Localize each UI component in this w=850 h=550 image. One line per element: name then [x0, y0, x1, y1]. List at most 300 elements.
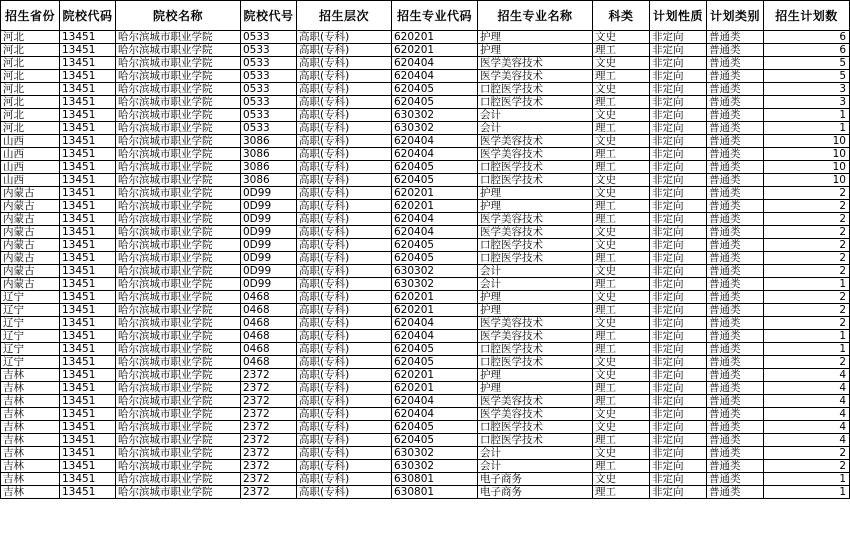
cell-plan-count: 1 [764, 343, 850, 356]
cell-school-id: 0533 [241, 122, 297, 135]
table-row [1, 226, 850, 239]
cell-plan-nature: 非定向 [650, 369, 707, 382]
cell-school-id: 2372 [241, 369, 297, 382]
table-row [1, 473, 850, 486]
cell-plan-type: 普通类 [707, 408, 764, 421]
cell-level: 高职(专科) [297, 356, 392, 369]
cell-level: 高职(专科) [297, 161, 392, 174]
cell-school-id: 0533 [241, 96, 297, 109]
cell-school-id: 2372 [241, 395, 297, 408]
cell-major-code: 620201 [392, 31, 478, 44]
cell-major-code: 620405 [392, 83, 478, 96]
cell-category: 文史 [593, 421, 650, 434]
table-row [1, 109, 850, 122]
col-header-major-code: 招生专业代码 [392, 1, 478, 31]
cell-plan-type: 普通类 [707, 395, 764, 408]
cell-plan-type: 普通类 [707, 109, 764, 122]
table-row [1, 343, 850, 356]
cell-major-name: 护理 [478, 200, 593, 213]
cell-category: 理工 [593, 122, 650, 135]
cell-plan-nature: 非定向 [650, 265, 707, 278]
cell-plan-count: 4 [764, 408, 850, 421]
cell-school-name: 哈尔滨城市职业学院 [116, 135, 241, 148]
cell-category: 文史 [593, 291, 650, 304]
cell-school-id: 0533 [241, 31, 297, 44]
cell-category: 理工 [593, 161, 650, 174]
cell-school-id: 0468 [241, 330, 297, 343]
cell-major-name: 会计 [478, 122, 593, 135]
cell-school-code: 13451 [60, 421, 116, 434]
cell-school-id: 0533 [241, 83, 297, 96]
cell-plan-count: 2 [764, 213, 850, 226]
cell-school-code: 13451 [60, 57, 116, 70]
cell-plan-count: 10 [764, 148, 850, 161]
cell-province: 吉林 [1, 369, 60, 382]
cell-plan-count: 4 [764, 395, 850, 408]
cell-school-code: 13451 [60, 122, 116, 135]
cell-school-code: 13451 [60, 187, 116, 200]
cell-plan-type: 普通类 [707, 460, 764, 473]
cell-category: 文史 [593, 239, 650, 252]
cell-category: 文史 [593, 187, 650, 200]
cell-major-code: 620405 [392, 252, 478, 265]
cell-school-name: 哈尔滨城市职业学院 [116, 486, 241, 499]
cell-school-name: 哈尔滨城市职业学院 [116, 356, 241, 369]
cell-school-name: 哈尔滨城市职业学院 [116, 83, 241, 96]
cell-category: 文史 [593, 83, 650, 96]
cell-major-name: 护理 [478, 31, 593, 44]
cell-plan-count: 6 [764, 31, 850, 44]
cell-major-code: 620404 [392, 317, 478, 330]
cell-province: 吉林 [1, 447, 60, 460]
cell-school-code: 13451 [60, 83, 116, 96]
cell-plan-type: 普通类 [707, 70, 764, 83]
cell-major-name: 电子商务 [478, 486, 593, 499]
cell-plan-nature: 非定向 [650, 317, 707, 330]
cell-school-name: 哈尔滨城市职业学院 [116, 369, 241, 382]
cell-plan-nature: 非定向 [650, 239, 707, 252]
cell-school-id: 0468 [241, 343, 297, 356]
cell-plan-type: 普通类 [707, 252, 764, 265]
cell-province: 内蒙古 [1, 200, 60, 213]
cell-school-name: 哈尔滨城市职业学院 [116, 278, 241, 291]
cell-province: 河北 [1, 70, 60, 83]
cell-school-name: 哈尔滨城市职业学院 [116, 343, 241, 356]
col-header-level: 招生层次 [297, 1, 392, 31]
cell-school-id: 0D99 [241, 265, 297, 278]
col-header-plan-count: 招生计划数 [764, 1, 850, 31]
cell-level: 高职(专科) [297, 447, 392, 460]
cell-plan-count: 2 [764, 226, 850, 239]
cell-school-name: 哈尔滨城市职业学院 [116, 31, 241, 44]
cell-category: 理工 [593, 96, 650, 109]
cell-school-code: 13451 [60, 200, 116, 213]
cell-major-code: 630302 [392, 122, 478, 135]
cell-major-code: 630801 [392, 473, 478, 486]
cell-plan-type: 普通类 [707, 356, 764, 369]
cell-province: 河北 [1, 31, 60, 44]
cell-major-code: 630302 [392, 460, 478, 473]
cell-school-id: 0468 [241, 304, 297, 317]
cell-plan-count: 1 [764, 473, 850, 486]
cell-school-code: 13451 [60, 135, 116, 148]
cell-plan-count: 2 [764, 200, 850, 213]
cell-school-name: 哈尔滨城市职业学院 [116, 265, 241, 278]
cell-school-name: 哈尔滨城市职业学院 [116, 226, 241, 239]
cell-school-id: 0D99 [241, 213, 297, 226]
cell-category: 理工 [593, 252, 650, 265]
cell-level: 高职(专科) [297, 343, 392, 356]
cell-major-code: 620201 [392, 369, 478, 382]
cell-major-code: 620404 [392, 395, 478, 408]
cell-major-code: 620404 [392, 57, 478, 70]
cell-plan-count: 4 [764, 434, 850, 447]
cell-level: 高职(专科) [297, 83, 392, 96]
cell-plan-count: 2 [764, 460, 850, 473]
cell-level: 高职(专科) [297, 57, 392, 70]
cell-plan-type: 普通类 [707, 148, 764, 161]
cell-province: 内蒙古 [1, 187, 60, 200]
cell-category: 文史 [593, 265, 650, 278]
cell-school-code: 13451 [60, 291, 116, 304]
table-row [1, 200, 850, 213]
cell-plan-type: 普通类 [707, 44, 764, 57]
cell-plan-type: 普通类 [707, 317, 764, 330]
table-row [1, 382, 850, 395]
cell-school-id: 2372 [241, 408, 297, 421]
cell-major-name: 口腔医学技术 [478, 83, 593, 96]
cell-school-id: 3086 [241, 174, 297, 187]
cell-plan-type: 普通类 [707, 343, 764, 356]
table-row [1, 161, 850, 174]
table-row [1, 265, 850, 278]
cell-category: 理工 [593, 200, 650, 213]
cell-school-id: 2372 [241, 486, 297, 499]
cell-plan-nature: 非定向 [650, 395, 707, 408]
cell-major-name: 会计 [478, 447, 593, 460]
cell-plan-type: 普通类 [707, 226, 764, 239]
cell-level: 高职(专科) [297, 148, 392, 161]
cell-category: 文史 [593, 473, 650, 486]
cell-school-name: 哈尔滨城市职业学院 [116, 161, 241, 174]
cell-major-code: 620404 [392, 213, 478, 226]
cell-plan-type: 普通类 [707, 473, 764, 486]
cell-school-id: 0468 [241, 291, 297, 304]
cell-category: 文史 [593, 174, 650, 187]
cell-school-name: 哈尔滨城市职业学院 [116, 421, 241, 434]
cell-level: 高职(专科) [297, 31, 392, 44]
cell-level: 高职(专科) [297, 473, 392, 486]
table-row [1, 421, 850, 434]
cell-school-id: 0D99 [241, 200, 297, 213]
table-row [1, 278, 850, 291]
cell-plan-count: 2 [764, 265, 850, 278]
cell-plan-nature: 非定向 [650, 382, 707, 395]
cell-school-id: 2372 [241, 434, 297, 447]
cell-school-name: 哈尔滨城市职业学院 [116, 382, 241, 395]
cell-plan-nature: 非定向 [650, 44, 707, 57]
cell-province: 辽宁 [1, 343, 60, 356]
col-header-school-id: 院校代号 [241, 1, 297, 31]
cell-plan-nature: 非定向 [650, 278, 707, 291]
cell-school-code: 13451 [60, 447, 116, 460]
table-row [1, 57, 850, 70]
cell-level: 高职(专科) [297, 278, 392, 291]
cell-major-code: 620201 [392, 382, 478, 395]
cell-category: 理工 [593, 382, 650, 395]
cell-major-name: 护理 [478, 304, 593, 317]
cell-province: 山西 [1, 148, 60, 161]
cell-level: 高职(专科) [297, 135, 392, 148]
cell-school-code: 13451 [60, 369, 116, 382]
cell-level: 高职(专科) [297, 109, 392, 122]
cell-major-code: 630801 [392, 486, 478, 499]
cell-province: 内蒙古 [1, 226, 60, 239]
table-row [1, 408, 850, 421]
cell-plan-nature: 非定向 [650, 174, 707, 187]
cell-plan-type: 普通类 [707, 187, 764, 200]
cell-major-name: 医学美容技术 [478, 317, 593, 330]
cell-school-id: 0533 [241, 44, 297, 57]
cell-level: 高职(专科) [297, 239, 392, 252]
cell-plan-type: 普通类 [707, 434, 764, 447]
cell-plan-count: 2 [764, 356, 850, 369]
cell-plan-count: 6 [764, 44, 850, 57]
cell-plan-type: 普通类 [707, 265, 764, 278]
cell-plan-count: 2 [764, 187, 850, 200]
cell-plan-type: 普通类 [707, 486, 764, 499]
cell-level: 高职(专科) [297, 174, 392, 187]
cell-school-name: 哈尔滨城市职业学院 [116, 473, 241, 486]
cell-category: 理工 [593, 44, 650, 57]
cell-plan-type: 普通类 [707, 122, 764, 135]
header-row [1, 1, 850, 31]
cell-school-code: 13451 [60, 304, 116, 317]
table-row [1, 70, 850, 83]
cell-school-code: 13451 [60, 174, 116, 187]
cell-plan-count: 1 [764, 278, 850, 291]
cell-school-name: 哈尔滨城市职业学院 [116, 44, 241, 57]
cell-school-name: 哈尔滨城市职业学院 [116, 304, 241, 317]
cell-school-name: 哈尔滨城市职业学院 [116, 317, 241, 330]
cell-plan-nature: 非定向 [650, 109, 707, 122]
cell-category: 理工 [593, 395, 650, 408]
cell-plan-count: 4 [764, 421, 850, 434]
cell-level: 高职(专科) [297, 122, 392, 135]
cell-plan-count: 2 [764, 304, 850, 317]
cell-plan-type: 普通类 [707, 330, 764, 343]
cell-school-name: 哈尔滨城市职业学院 [116, 239, 241, 252]
cell-school-code: 13451 [60, 460, 116, 473]
cell-major-name: 医学美容技术 [478, 70, 593, 83]
col-header-school-code: 院校代码 [60, 1, 116, 31]
cell-plan-nature: 非定向 [650, 161, 707, 174]
cell-province: 辽宁 [1, 317, 60, 330]
cell-school-id: 0D99 [241, 239, 297, 252]
cell-plan-type: 普通类 [707, 291, 764, 304]
cell-school-name: 哈尔滨城市职业学院 [116, 174, 241, 187]
cell-province: 吉林 [1, 408, 60, 421]
table-row [1, 187, 850, 200]
cell-province: 吉林 [1, 434, 60, 447]
cell-school-id: 3086 [241, 148, 297, 161]
cell-plan-count: 1 [764, 122, 850, 135]
cell-level: 高职(专科) [297, 96, 392, 109]
col-header-school-name: 院校名称 [116, 1, 241, 31]
cell-school-name: 哈尔滨城市职业学院 [116, 252, 241, 265]
cell-plan-nature: 非定向 [650, 148, 707, 161]
cell-plan-type: 普通类 [707, 31, 764, 44]
cell-province: 河北 [1, 109, 60, 122]
cell-school-name: 哈尔滨城市职业学院 [116, 291, 241, 304]
cell-school-code: 13451 [60, 109, 116, 122]
cell-school-code: 13451 [60, 161, 116, 174]
cell-school-id: 0468 [241, 356, 297, 369]
cell-category: 文史 [593, 369, 650, 382]
cell-plan-count: 10 [764, 135, 850, 148]
cell-category: 文史 [593, 135, 650, 148]
cell-major-code: 620405 [392, 356, 478, 369]
cell-plan-type: 普通类 [707, 304, 764, 317]
table-row [1, 304, 850, 317]
table-row [1, 317, 850, 330]
cell-province: 河北 [1, 57, 60, 70]
cell-major-code: 620201 [392, 187, 478, 200]
cell-plan-count: 2 [764, 317, 850, 330]
cell-plan-type: 普通类 [707, 200, 764, 213]
cell-major-name: 会计 [478, 278, 593, 291]
cell-school-name: 哈尔滨城市职业学院 [116, 330, 241, 343]
table-row [1, 395, 850, 408]
cell-major-name: 口腔医学技术 [478, 174, 593, 187]
cell-plan-type: 普通类 [707, 213, 764, 226]
cell-school-name: 哈尔滨城市职业学院 [116, 148, 241, 161]
cell-plan-nature: 非定向 [650, 200, 707, 213]
cell-plan-count: 2 [764, 239, 850, 252]
cell-major-code: 620404 [392, 330, 478, 343]
table-row [1, 239, 850, 252]
cell-major-code: 620405 [392, 239, 478, 252]
table-row [1, 135, 850, 148]
cell-level: 高职(专科) [297, 291, 392, 304]
cell-major-code: 620201 [392, 200, 478, 213]
cell-school-name: 哈尔滨城市职业学院 [116, 122, 241, 135]
cell-plan-nature: 非定向 [650, 460, 707, 473]
cell-category: 文史 [593, 31, 650, 44]
cell-school-name: 哈尔滨城市职业学院 [116, 70, 241, 83]
cell-school-code: 13451 [60, 278, 116, 291]
cell-province: 吉林 [1, 421, 60, 434]
cell-level: 高职(专科) [297, 265, 392, 278]
cell-plan-nature: 非定向 [650, 408, 707, 421]
cell-school-code: 13451 [60, 343, 116, 356]
cell-school-id: 2372 [241, 473, 297, 486]
cell-plan-type: 普通类 [707, 447, 764, 460]
cell-plan-nature: 非定向 [650, 421, 707, 434]
cell-school-name: 哈尔滨城市职业学院 [116, 96, 241, 109]
cell-major-code: 620405 [392, 96, 478, 109]
col-header-province: 招生省份 [1, 1, 60, 31]
cell-major-code: 620201 [392, 304, 478, 317]
cell-school-name: 哈尔滨城市职业学院 [116, 187, 241, 200]
cell-category: 理工 [593, 70, 650, 83]
cell-category: 文史 [593, 447, 650, 460]
table-row [1, 486, 850, 499]
cell-plan-nature: 非定向 [650, 96, 707, 109]
cell-school-name: 哈尔滨城市职业学院 [116, 408, 241, 421]
cell-major-code: 620201 [392, 291, 478, 304]
table-row [1, 434, 850, 447]
cell-plan-count: 1 [764, 330, 850, 343]
cell-school-id: 2372 [241, 460, 297, 473]
cell-major-code: 620404 [392, 408, 478, 421]
cell-level: 高职(专科) [297, 304, 392, 317]
cell-plan-count: 4 [764, 369, 850, 382]
cell-school-code: 13451 [60, 395, 116, 408]
cell-plan-count: 2 [764, 252, 850, 265]
cell-level: 高职(专科) [297, 369, 392, 382]
cell-school-code: 13451 [60, 473, 116, 486]
cell-major-name: 医学美容技术 [478, 148, 593, 161]
cell-major-name: 口腔医学技术 [478, 356, 593, 369]
cell-plan-nature: 非定向 [650, 486, 707, 499]
cell-major-name: 医学美容技术 [478, 226, 593, 239]
cell-plan-nature: 非定向 [650, 473, 707, 486]
cell-major-name: 口腔医学技术 [478, 252, 593, 265]
col-header-plan-nature: 计划性质 [650, 1, 707, 31]
cell-plan-count: 1 [764, 486, 850, 499]
cell-major-code: 630302 [392, 447, 478, 460]
cell-school-code: 13451 [60, 213, 116, 226]
table-row [1, 96, 850, 109]
cell-level: 高职(专科) [297, 70, 392, 83]
cell-major-code: 620405 [392, 421, 478, 434]
cell-level: 高职(专科) [297, 226, 392, 239]
cell-school-code: 13451 [60, 70, 116, 83]
cell-school-code: 13451 [60, 226, 116, 239]
cell-plan-nature: 非定向 [650, 343, 707, 356]
cell-major-name: 会计 [478, 109, 593, 122]
cell-province: 河北 [1, 44, 60, 57]
table-row [1, 330, 850, 343]
cell-category: 理工 [593, 486, 650, 499]
cell-level: 高职(专科) [297, 434, 392, 447]
cell-major-name: 口腔医学技术 [478, 96, 593, 109]
cell-school-id: 0D99 [241, 187, 297, 200]
cell-level: 高职(专科) [297, 317, 392, 330]
cell-school-code: 13451 [60, 330, 116, 343]
cell-school-name: 哈尔滨城市职业学院 [116, 434, 241, 447]
cell-category: 理工 [593, 278, 650, 291]
cell-major-name: 会计 [478, 265, 593, 278]
col-header-plan-type: 计划类别 [707, 1, 764, 31]
cell-school-name: 哈尔滨城市职业学院 [116, 460, 241, 473]
cell-category: 理工 [593, 343, 650, 356]
table-body [1, 31, 850, 499]
cell-province: 内蒙古 [1, 252, 60, 265]
table-row [1, 460, 850, 473]
cell-school-code: 13451 [60, 44, 116, 57]
cell-level: 高职(专科) [297, 408, 392, 421]
cell-province: 河北 [1, 96, 60, 109]
cell-major-name: 护理 [478, 291, 593, 304]
cell-school-code: 13451 [60, 265, 116, 278]
cell-major-code: 620405 [392, 434, 478, 447]
table-row [1, 213, 850, 226]
cell-plan-nature: 非定向 [650, 447, 707, 460]
cell-major-name: 医学美容技术 [478, 213, 593, 226]
cell-major-name: 医学美容技术 [478, 330, 593, 343]
